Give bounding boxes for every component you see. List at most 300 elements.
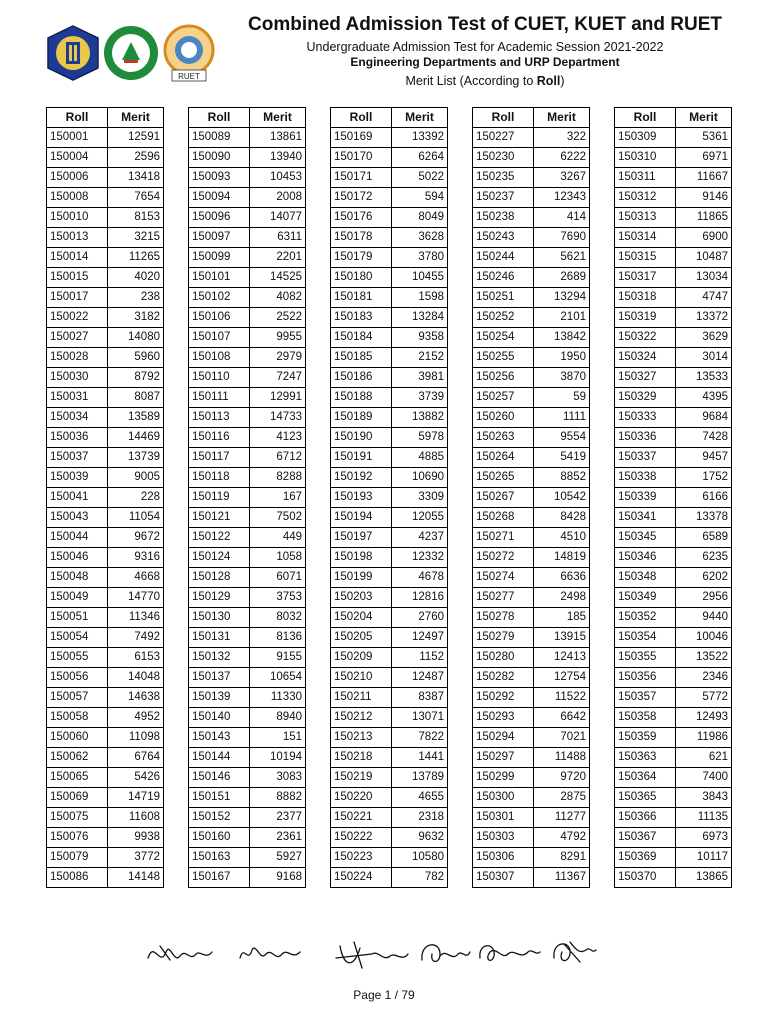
table-row [473, 248, 590, 268]
merit-cell: 9632 [392, 828, 448, 848]
roll-cell: 150301 [473, 808, 534, 828]
roll-cell: 150345 [615, 528, 676, 548]
merit-cell: 13034 [676, 268, 732, 288]
table-header-row [615, 108, 732, 128]
roll-cell: 150329 [615, 388, 676, 408]
table-row [615, 808, 732, 828]
table-row [189, 828, 306, 848]
table-row [189, 648, 306, 668]
merit-cell: 9440 [676, 608, 732, 628]
merit-cell: 2318 [392, 808, 448, 828]
merit-cell: 1598 [392, 288, 448, 308]
merit-cell: 2596 [108, 148, 164, 168]
roll-cell: 150044 [47, 528, 108, 548]
merit-cell: 228 [108, 488, 164, 508]
table-row [47, 728, 164, 748]
table-row [615, 548, 732, 568]
merit-cell: 13418 [108, 168, 164, 188]
merit-cell: 14148 [108, 868, 164, 888]
table-row [473, 268, 590, 288]
merit-cell: 2956 [676, 588, 732, 608]
table-row [47, 128, 164, 148]
roll-cell: 150014 [47, 248, 108, 268]
roll-cell: 150060 [47, 728, 108, 748]
roll-cell: 150363 [615, 748, 676, 768]
kuet-logo [102, 24, 160, 82]
table-row [189, 428, 306, 448]
merit-cell: 9672 [108, 528, 164, 548]
roll-cell: 150213 [331, 728, 392, 748]
table-row [189, 708, 306, 728]
merit-cell: 12991 [250, 388, 306, 408]
roll-cell: 150113 [189, 408, 250, 428]
table-row [615, 148, 732, 168]
roll-cell: 150274 [473, 568, 534, 588]
merit-cell: 6973 [676, 828, 732, 848]
merit-cell: 7502 [250, 508, 306, 528]
merit-cell: 10690 [392, 468, 448, 488]
merit-cell: 11667 [676, 168, 732, 188]
merit-cell: 9457 [676, 448, 732, 468]
merit-cell: 14770 [108, 588, 164, 608]
merit-header: Merit [108, 108, 164, 128]
roll-cell: 150263 [473, 428, 534, 448]
roll-cell: 150184 [331, 328, 392, 348]
page-number: Page 1 / 79 [353, 988, 415, 1002]
roll-cell: 150144 [189, 748, 250, 768]
roll-cell: 150013 [47, 228, 108, 248]
roll-cell: 150317 [615, 268, 676, 288]
roll-cell: 150017 [47, 288, 108, 308]
roll-cell: 150170 [331, 148, 392, 168]
roll-cell: 150198 [331, 548, 392, 568]
merit-cell: 9938 [108, 828, 164, 848]
table-row [473, 648, 590, 668]
merit-cell: 5927 [250, 848, 306, 868]
roll-cell: 150110 [189, 368, 250, 388]
roll-cell: 150366 [615, 808, 676, 828]
table-row [331, 668, 448, 688]
roll-cell: 150370 [615, 868, 676, 888]
table-row [331, 488, 448, 508]
signature-3 [336, 942, 408, 968]
roll-cell: 150022 [47, 308, 108, 328]
roll-cell: 150246 [473, 268, 534, 288]
table-row [189, 668, 306, 688]
table-row [189, 488, 306, 508]
merit-cell: 11522 [534, 688, 590, 708]
merit-cell: 3870 [534, 368, 590, 388]
merit-cell: 8940 [250, 708, 306, 728]
merit-cell: 2522 [250, 308, 306, 328]
merit-cell: 594 [392, 188, 448, 208]
table-row [331, 568, 448, 588]
merit-table-2 [188, 107, 306, 888]
table-row [331, 448, 448, 468]
roll-cell: 150356 [615, 668, 676, 688]
table-row [189, 868, 306, 888]
table-row [189, 368, 306, 388]
merit-cell: 14469 [108, 428, 164, 448]
table-row [331, 588, 448, 608]
roll-cell: 150218 [331, 748, 392, 768]
signature-6 [554, 942, 596, 962]
table-row [189, 148, 306, 168]
roll-cell: 150365 [615, 788, 676, 808]
roll-cell: 150111 [189, 388, 250, 408]
merit-cell: 14048 [108, 668, 164, 688]
roll-cell: 150257 [473, 388, 534, 408]
roll-cell: 150230 [473, 148, 534, 168]
roll-header: Roll [473, 108, 534, 128]
merit-cell: 1111 [534, 408, 590, 428]
merit-cell: 11488 [534, 748, 590, 768]
table-row [47, 688, 164, 708]
merit-cell: 8852 [534, 468, 590, 488]
table-row [47, 488, 164, 508]
roll-cell: 150180 [331, 268, 392, 288]
merit-cell: 6071 [250, 568, 306, 588]
roll-cell: 150131 [189, 628, 250, 648]
table-row [331, 768, 448, 788]
table-row [615, 728, 732, 748]
table-row [615, 448, 732, 468]
merit-header: Merit [676, 108, 732, 128]
table-row [473, 608, 590, 628]
merit-cell: 12332 [392, 548, 448, 568]
merit-cell: 9554 [534, 428, 590, 448]
roll-cell: 150010 [47, 208, 108, 228]
roll-cell: 150048 [47, 568, 108, 588]
roll-cell: 150251 [473, 288, 534, 308]
roll-cell: 150311 [615, 168, 676, 188]
table-row [189, 588, 306, 608]
table-row [331, 368, 448, 388]
table-row [331, 848, 448, 868]
cuet-logo [44, 24, 102, 82]
table-row [615, 488, 732, 508]
roll-cell: 150107 [189, 328, 250, 348]
merit-cell: 6166 [676, 488, 732, 508]
merit-cell: 7428 [676, 428, 732, 448]
merit-cell: 2361 [250, 828, 306, 848]
roll-cell: 150265 [473, 468, 534, 488]
table-row [331, 508, 448, 528]
table-row [615, 388, 732, 408]
table-row [473, 368, 590, 388]
roll-cell: 150336 [615, 428, 676, 448]
merit-cell: 12493 [676, 708, 732, 728]
table-row [615, 288, 732, 308]
merit-cell: 13739 [108, 448, 164, 468]
table-row [189, 308, 306, 328]
table-row [189, 208, 306, 228]
roll-cell: 150075 [47, 808, 108, 828]
table-row [331, 648, 448, 668]
merit-cell: 3182 [108, 308, 164, 328]
roll-cell: 150327 [615, 368, 676, 388]
table-row [331, 388, 448, 408]
roll-cell: 150027 [47, 328, 108, 348]
table-row [331, 868, 448, 888]
table-row [331, 268, 448, 288]
merit-cell: 5361 [676, 128, 732, 148]
merit-cell: 9155 [250, 648, 306, 668]
roll-cell: 150049 [47, 588, 108, 608]
table-row [473, 188, 590, 208]
roll-cell: 150058 [47, 708, 108, 728]
roll-cell: 150030 [47, 368, 108, 388]
table-row [331, 428, 448, 448]
merit-cell: 11135 [676, 808, 732, 828]
roll-cell: 150183 [331, 308, 392, 328]
merit-cell: 13842 [534, 328, 590, 348]
roll-cell: 150357 [615, 688, 676, 708]
table-row [47, 248, 164, 268]
roll-cell: 150359 [615, 728, 676, 748]
roll-cell: 150006 [47, 168, 108, 188]
table-row [331, 608, 448, 628]
roll-cell: 150119 [189, 488, 250, 508]
merit-cell: 12497 [392, 628, 448, 648]
table-row [331, 708, 448, 728]
roll-cell: 150243 [473, 228, 534, 248]
table-row [615, 708, 732, 728]
roll-cell: 150354 [615, 628, 676, 648]
table-row [47, 628, 164, 648]
roll-cell: 150117 [189, 448, 250, 468]
merit-cell: 3309 [392, 488, 448, 508]
merit-cell: 11330 [250, 688, 306, 708]
roll-cell: 150055 [47, 648, 108, 668]
roll-cell: 150212 [331, 708, 392, 728]
merit-cell: 8032 [250, 608, 306, 628]
table-row [189, 788, 306, 808]
table-row [47, 308, 164, 328]
merit-cell: 3981 [392, 368, 448, 388]
merit-cell: 5978 [392, 428, 448, 448]
table-row [189, 748, 306, 768]
table-row [615, 328, 732, 348]
table-row [189, 448, 306, 468]
merit-cell: 6642 [534, 708, 590, 728]
table-row [331, 688, 448, 708]
roll-cell: 150128 [189, 568, 250, 588]
table-row [331, 188, 448, 208]
roll-cell: 150146 [189, 768, 250, 788]
merit-cell: 13392 [392, 128, 448, 148]
merit-cell: 11865 [676, 208, 732, 228]
table-row [47, 268, 164, 288]
merit-cell: 1752 [676, 468, 732, 488]
merit-cell: 9358 [392, 328, 448, 348]
merit-cell: 10455 [392, 268, 448, 288]
table-row [189, 228, 306, 248]
roll-cell: 150143 [189, 728, 250, 748]
merit-cell: 6235 [676, 548, 732, 568]
roll-cell: 150167 [189, 868, 250, 888]
merit-cell: 12591 [108, 128, 164, 148]
roll-cell: 150069 [47, 788, 108, 808]
merit-cell: 13865 [676, 868, 732, 888]
roll-cell: 150124 [189, 548, 250, 568]
merit-cell: 3772 [108, 848, 164, 868]
merit-cell: 6712 [250, 448, 306, 468]
roll-cell: 150272 [473, 548, 534, 568]
roll-cell: 150056 [47, 668, 108, 688]
roll-cell: 150300 [473, 788, 534, 808]
table-row [47, 208, 164, 228]
roll-cell: 150268 [473, 508, 534, 528]
table-row [47, 348, 164, 368]
table-row [615, 848, 732, 868]
table-row [473, 148, 590, 168]
merit-list-caption-prefix: Merit List (According to [405, 74, 537, 88]
merit-cell: 6971 [676, 148, 732, 168]
merit-cell: 1152 [392, 648, 448, 668]
table-row [473, 708, 590, 728]
roll-cell: 150137 [189, 668, 250, 688]
roll-cell: 150310 [615, 148, 676, 168]
roll-cell: 150367 [615, 828, 676, 848]
merit-cell: 8288 [250, 468, 306, 488]
ruet-logo [160, 24, 218, 82]
roll-cell: 150210 [331, 668, 392, 688]
merit-list-caption [225, 74, 745, 88]
merit-cell: 4510 [534, 528, 590, 548]
table-row [331, 548, 448, 568]
table-row [615, 528, 732, 548]
roll-cell: 150349 [615, 588, 676, 608]
roll-header: Roll [47, 108, 108, 128]
merit-cell: 14733 [250, 408, 306, 428]
merit-cell: 13915 [534, 628, 590, 648]
page-header [0, 0, 768, 100]
roll-cell: 150160 [189, 828, 250, 848]
merit-cell: 9684 [676, 408, 732, 428]
merit-cell: 14080 [108, 328, 164, 348]
roll-cell: 150140 [189, 708, 250, 728]
roll-cell: 150294 [473, 728, 534, 748]
roll-cell: 150121 [189, 508, 250, 528]
table-row [615, 788, 732, 808]
session-subtitle: Undergraduate Admission Test for Academic Session 2021-2022 [306, 40, 664, 54]
table-row [473, 808, 590, 828]
roll-cell: 150267 [473, 488, 534, 508]
roll-cell: 150015 [47, 268, 108, 288]
page-title: Combined Admission Test of CUET, KUET and RUET [248, 14, 722, 35]
table-row [473, 568, 590, 588]
roll-cell: 150108 [189, 348, 250, 368]
table-row [189, 188, 306, 208]
roll-cell: 150093 [189, 168, 250, 188]
merit-cell: 2346 [676, 668, 732, 688]
roll-cell: 150132 [189, 648, 250, 668]
table-row [189, 848, 306, 868]
table-row [331, 128, 448, 148]
merit-cell: 8136 [250, 628, 306, 648]
roll-cell: 150307 [473, 868, 534, 888]
table-row [189, 528, 306, 548]
merit-cell: 59 [534, 388, 590, 408]
table-row [189, 168, 306, 188]
table-row [473, 548, 590, 568]
table-row [473, 788, 590, 808]
roll-cell: 150181 [331, 288, 392, 308]
roll-cell: 150102 [189, 288, 250, 308]
roll-cell: 150057 [47, 688, 108, 708]
merit-cell: 13294 [534, 288, 590, 308]
merit-cell: 4082 [250, 288, 306, 308]
roll-cell: 150219 [331, 768, 392, 788]
table-row [615, 628, 732, 648]
table-row [615, 668, 732, 688]
merit-cell: 14719 [108, 788, 164, 808]
table-row [47, 168, 164, 188]
roll-cell: 150255 [473, 348, 534, 368]
roll-cell: 150314 [615, 228, 676, 248]
merit-cell: 7492 [108, 628, 164, 648]
table-row [615, 748, 732, 768]
merit-cell: 4885 [392, 448, 448, 468]
table-row [331, 228, 448, 248]
table-row [615, 368, 732, 388]
roll-cell: 150209 [331, 648, 392, 668]
signatures [140, 928, 600, 976]
roll-cell: 150008 [47, 188, 108, 208]
merit-cell: 6222 [534, 148, 590, 168]
merit-cell: 322 [534, 128, 590, 148]
table-row [473, 628, 590, 648]
merit-cell: 4395 [676, 388, 732, 408]
table-row [473, 868, 590, 888]
roll-cell: 150260 [473, 408, 534, 428]
table-row [331, 348, 448, 368]
merit-cell: 10487 [676, 248, 732, 268]
table-row [473, 688, 590, 708]
merit-cell: 167 [250, 488, 306, 508]
table-row [615, 268, 732, 288]
roll-cell: 150031 [47, 388, 108, 408]
roll-cell: 150352 [615, 608, 676, 628]
merit-cell: 13882 [392, 408, 448, 428]
roll-cell: 150090 [189, 148, 250, 168]
merit-cell: 14077 [250, 208, 306, 228]
roll-cell: 150191 [331, 448, 392, 468]
table-row [189, 768, 306, 788]
merit-cell: 3739 [392, 388, 448, 408]
roll-cell: 150041 [47, 488, 108, 508]
table-row [615, 428, 732, 448]
merit-cell: 2008 [250, 188, 306, 208]
table-row [47, 608, 164, 628]
table-row [47, 808, 164, 828]
merit-cell: 12413 [534, 648, 590, 668]
roll-cell: 150163 [189, 848, 250, 868]
table-row [47, 288, 164, 308]
roll-cell: 150106 [189, 308, 250, 328]
table-row [47, 568, 164, 588]
merit-cell: 414 [534, 208, 590, 228]
roll-cell: 150337 [615, 448, 676, 468]
roll-cell: 150346 [615, 548, 676, 568]
roll-cell: 150293 [473, 708, 534, 728]
roll-cell: 150185 [331, 348, 392, 368]
roll-cell: 150094 [189, 188, 250, 208]
merit-cell: 10453 [250, 168, 306, 188]
roll-cell: 150046 [47, 548, 108, 568]
merit-header: Merit [534, 108, 590, 128]
